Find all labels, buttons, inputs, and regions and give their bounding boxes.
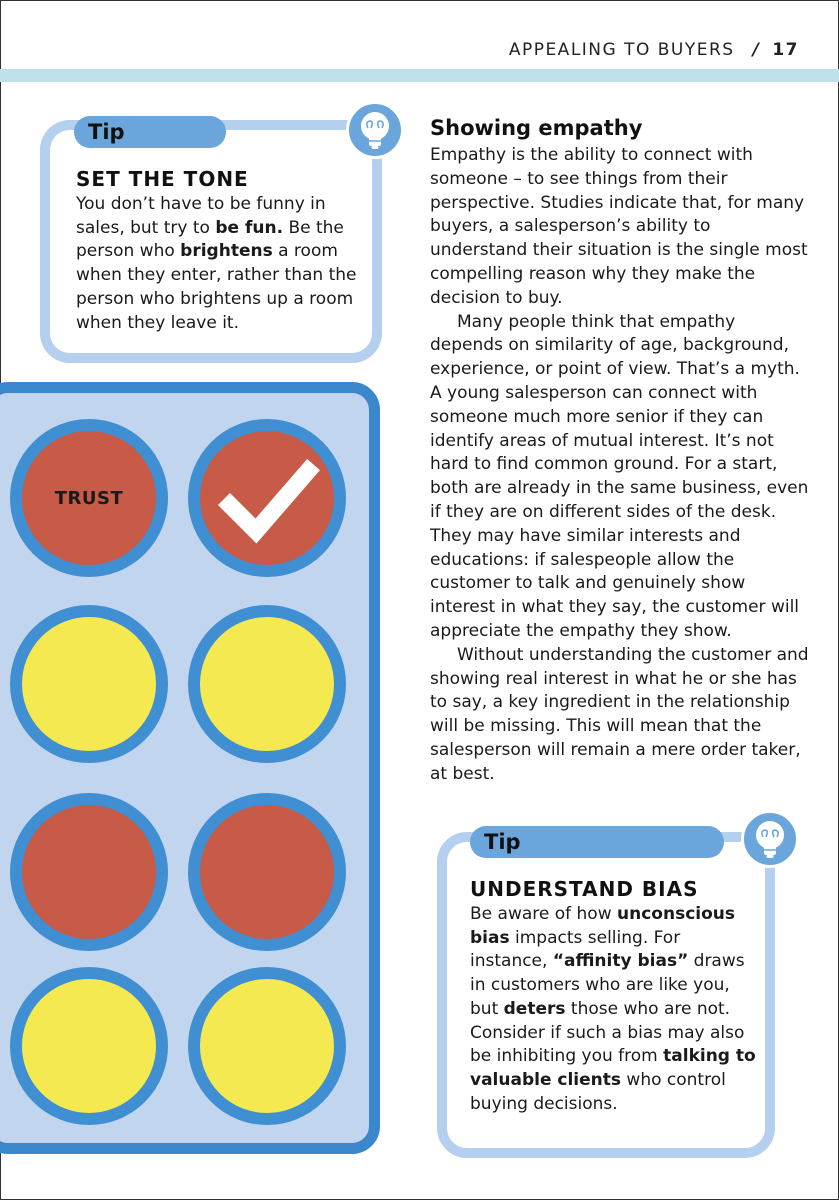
lightbulb-icon bbox=[346, 101, 404, 159]
tip-emphasis: be fun. bbox=[215, 217, 284, 238]
tip-emphasis: unconscious bias bbox=[470, 904, 736, 948]
disc-label: TRUST bbox=[54, 487, 124, 509]
tip-text: Be aware of how bbox=[470, 904, 618, 924]
running-head bbox=[509, 40, 799, 60]
tip-text: You don’t have to be funny in sales, but try to bbox=[76, 194, 326, 238]
article-paragraph: Empathy is the ability to connect with someone – to see things from their perspective. Studies indicate that, for many buyers, a salesperson’s ability to understand their situation is the single most compelling reason why they make the decision to buy. bbox=[430, 145, 808, 308]
article-paragraph: Without understanding the customer and showing real interest in what he or she has to say, a key ingredient in the relationship will be missing. This will mean that the salesperson will remain a mere order taker, at best. bbox=[430, 644, 809, 784]
tip-text: Be the person who bbox=[76, 217, 344, 262]
circle-grid-illustration bbox=[0, 382, 380, 1154]
tip-body bbox=[470, 903, 762, 1116]
article bbox=[430, 114, 810, 787]
tip-emphasis: “affinity bias” bbox=[552, 951, 689, 972]
lightbulb-icon bbox=[741, 810, 799, 868]
tip-text: those who are not. Consider if such a bias may also be inhibiting you from bbox=[470, 998, 745, 1067]
tip-text: impacts selling. For instance, bbox=[470, 927, 681, 972]
tip-title: UNDERSTAND BIAS bbox=[470, 877, 699, 901]
tip-title: SET THE TONE bbox=[76, 167, 249, 191]
trust-disc bbox=[10, 419, 168, 577]
tip-emphasis: brightens bbox=[180, 241, 273, 262]
article-paragraph: Many people think that empathy depends on similarity of age, background, experience, or point of view. That’s a myth. A young salesperson can connect with someone much more senior if they can identify areas of mutual interest. It’s not hard to find common ground. For a start, both are already in the same business, even if they are on different sides of the desk. They may have similar interests and educations: if salespeople allow the customer to talk and genuinely show interest in what they say, the customer will appreciate the empathy they show. bbox=[430, 311, 809, 641]
tip-text: who control buying decisions. bbox=[470, 1069, 726, 1114]
disc bbox=[10, 793, 168, 951]
section-title: APPEALING TO BUYERS bbox=[508, 40, 735, 60]
header-band bbox=[0, 69, 839, 82]
tip-emphasis: talking to valuable clients bbox=[470, 1046, 756, 1090]
tip-text: draws in customers who are like you, but bbox=[470, 951, 745, 1019]
disc bbox=[188, 793, 346, 951]
tip-tab: Tip bbox=[74, 116, 226, 148]
tip-emphasis: deters bbox=[503, 998, 566, 1019]
check-disc bbox=[188, 419, 346, 577]
disc bbox=[10, 605, 168, 763]
checkmark-icon bbox=[200, 431, 334, 565]
disc bbox=[188, 605, 346, 763]
tip-body bbox=[76, 193, 368, 335]
tip-tab: Tip bbox=[470, 826, 724, 858]
tip-text: a room when they enter, rather than the person who brightens up a room when they leave it. bbox=[76, 241, 357, 333]
page-number: 17 bbox=[772, 40, 799, 60]
disc bbox=[188, 967, 346, 1125]
header-separator: / bbox=[752, 40, 761, 60]
article-heading: Showing empathy bbox=[430, 116, 643, 140]
disc bbox=[10, 967, 168, 1125]
